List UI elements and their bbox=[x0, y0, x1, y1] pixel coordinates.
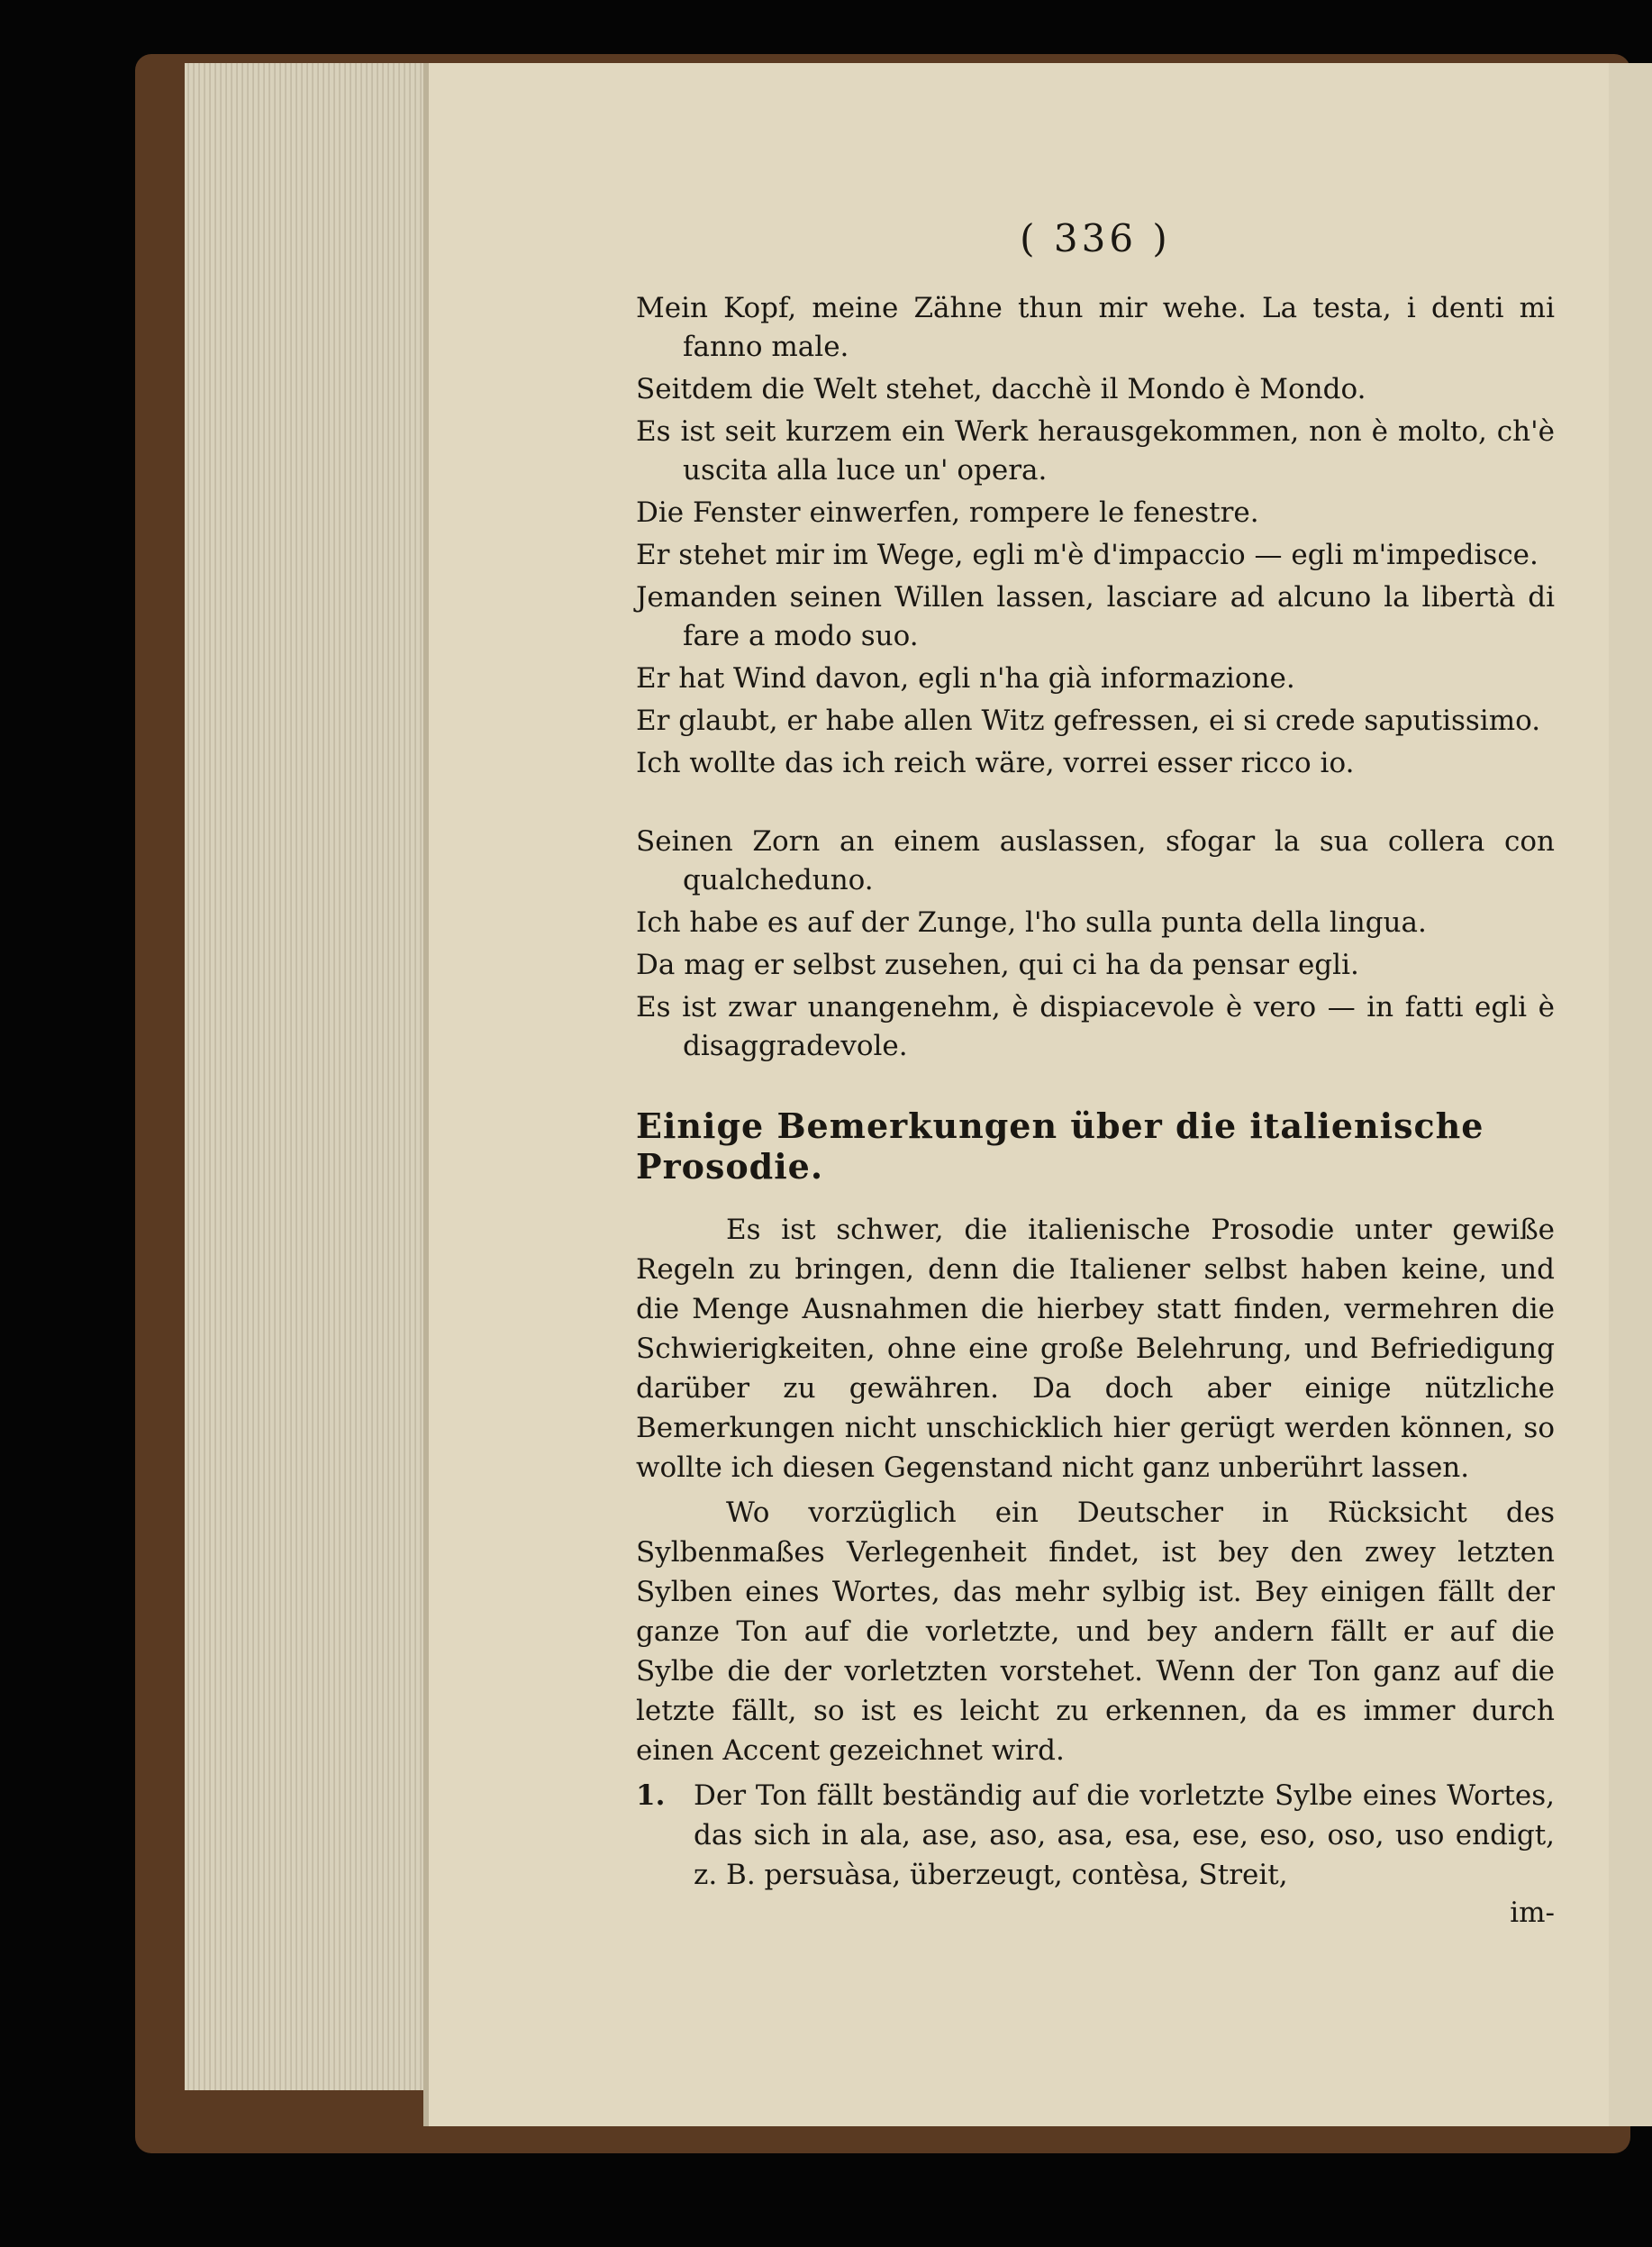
phrase-entry: Er hat Wind davon, egli n'ha già informazione. bbox=[636, 662, 1295, 695]
phrase-entry: Die Fenster einwerfen, rompere le fenestre. bbox=[636, 496, 1259, 529]
phrase-entry: Seitdem die Welt stehet, dacchè il Mondo è Mondo. bbox=[636, 373, 1366, 405]
phrase-entry: Es ist seit kurzem ein Werk herausgekommen, non è molto, ch'è uscita alla luce un' opera. bbox=[636, 415, 1555, 487]
phrase-entry: Es ist zwar unangenehm, è dispiacevole è vero — in fatti egli è disaggradevole. bbox=[636, 991, 1555, 1062]
phrase-entry: Mein Kopf, meine Zähne thun mir wehe. La testa, i denti mi fanno male. bbox=[636, 292, 1555, 363]
page-content bbox=[636, 216, 1555, 1931]
page-edges bbox=[185, 63, 446, 2090]
phrase-entry: Er stehet mir im Wege, egli m'è d'impaccio — egli m'impedisce. bbox=[636, 539, 1539, 571]
numbered-rule bbox=[636, 1776, 1555, 1895]
body-paragraph: Wo vorzüglich ein Deutscher in Rücksicht des Sylbenmaßes Verlegenheit findet, ist bey den zwey letzten Sylben eines Wortes, das mehr sylbig ist. Bey einigen fällt der ganze Ton auf die vorletzte, und bey andern fällt er auf die Sylbe die der vorletzten vorstehet. Wenn der Ton ganz auf die letzte fällt, so ist es leicht zu erkennen, da es immer durch einen Accent gezeichnet wird. bbox=[636, 1496, 1555, 1767]
catchword: im- bbox=[1510, 1897, 1555, 1929]
rule-number: 1. bbox=[636, 1779, 666, 1812]
rule-text: Der Ton fällt beständig auf die vorletzte Sylbe eines Wortes, das sich in ala, ase, aso, asa, esa, ese, eso, oso, uso endigt, z. B. persuàsa, überzeugt, contèsa, Streit, bbox=[694, 1779, 1555, 1891]
phrase-entry: Er glaubt, er habe allen Witz gefressen, ei si crede saputissimo. bbox=[636, 705, 1541, 737]
body-paragraph: Es ist schwer, die italienische Prosodie unter gewiße Regeln zu bringen, denn die Italiener selbst haben keine, und die Menge Ausnahmen die hierbey statt finden, vermehren die Schwierigkeiten, ohne eine große Belehrung, und Befriedigung darüber zu gewähren. Da doch aber einige nützliche Bemerkungen nicht unschicklich hier gerügt werden können, so wollte ich diesen Gegenstand nicht ganz unberührt lassen. bbox=[636, 1214, 1555, 1484]
phrase-entry: Seinen Zorn an einem auslassen, sfogar la sua collera con qualcheduno. bbox=[636, 825, 1555, 896]
spacer bbox=[636, 787, 1555, 823]
phrase-entry: Ich habe es auf der Zunge, l'ho sulla punta della lingua. bbox=[636, 906, 1427, 939]
phrase-entry: Ich wollte das ich reich wäre, vorrei esser ricco io. bbox=[636, 747, 1355, 779]
section-heading: Einige Bemerkungen über die italienische Prosodie. bbox=[636, 1105, 1484, 1187]
page-number: ( 336 ) bbox=[1020, 216, 1171, 260]
phrase-entry: Da mag er selbst zusehen, qui ci ha da pensar egli. bbox=[636, 949, 1359, 981]
book-page bbox=[423, 63, 1609, 2126]
phrase-entry: Jemanden seinen Willen lassen, lasciare ad alcuno la libertà di fare a modo suo. bbox=[636, 581, 1555, 652]
